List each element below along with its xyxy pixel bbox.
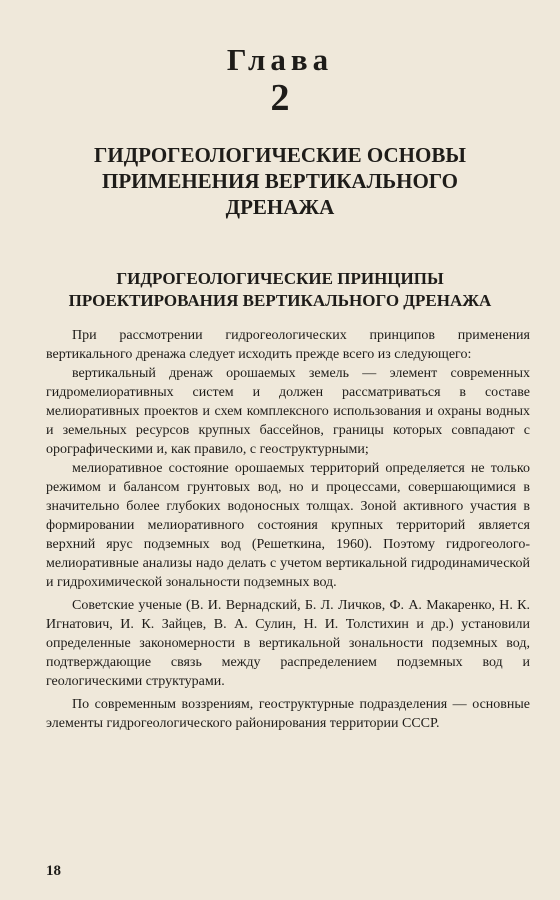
paragraph: По современным воззрениям, геоструктурные подразделения — основные элементы гидрогеологического районирования территории СССР. [46,697,530,731]
chapter-title-line: ДРЕНАЖА [225,195,335,219]
page-number: 18 [46,863,61,879]
paragraph: При рассмотрении гидрогеологических принципов применения вертикального дренажа следует исходить прежде всего из следующего: [46,328,530,362]
section-title [40,268,520,312]
paragraph: мелиоративное состояние орошаемых территорий определяется не только режимом и балансом грунтовых вод, но и процессами, совершающимися в значительно более глубоких водоносных толщах. Зоной активного участия в формировании мелиоративного состояния крупных территорий является верхний ярус подземных вод (Решеткина, 1960). Поэтому гидрогеолого-мелиоративные анализы надо делать с учетом вертикальной гидродинамической и гидрохимической зональности подземных вод. [46,461,530,590]
paragraph: Советские ученые (В. И. Вернадский, Б. Л. Личков, Ф. А. Макаренко, Н. К. Игнатович, И. К. Зайцев, В. А. Сулин, Н. И. Толстихин и др.) установили определенные закономерности в вертикальной зональности подземных вод, подтверждающие связь между распределением подземных вод и геологическими структурами. [46,598,530,689]
paragraph: вертикальный дренаж орошаемых земель — элемент современных гидромелиоративных систем и должен рассматриваться в составе мелиоративных проектов и схем комплексного использования и охраны водных и земельных ресурсов крупных бассейнов, границы которых совпадают с орографическими и, как правило, с геоструктурными; [46,366,530,457]
body-text [46,326,530,733]
chapter-title [40,142,520,220]
section-title-line: ГИДРОГЕОЛОГИЧЕСКИЕ ПРИНЦИПЫ [116,269,444,288]
chapter-title-line: ПРИМЕНЕНИЯ ВЕРТИКАЛЬНОГО [102,169,458,193]
chapter-title-line: ГИДРОГЕОЛОГИЧЕСКИЕ ОСНОВЫ [94,143,466,167]
chapter-number: 2 [270,77,290,119]
section-title-line: ПРОЕКТИРОВАНИЯ ВЕРТИКАЛЬНОГО ДРЕНАЖА [68,291,492,310]
chapter-word: Глава [226,42,334,77]
